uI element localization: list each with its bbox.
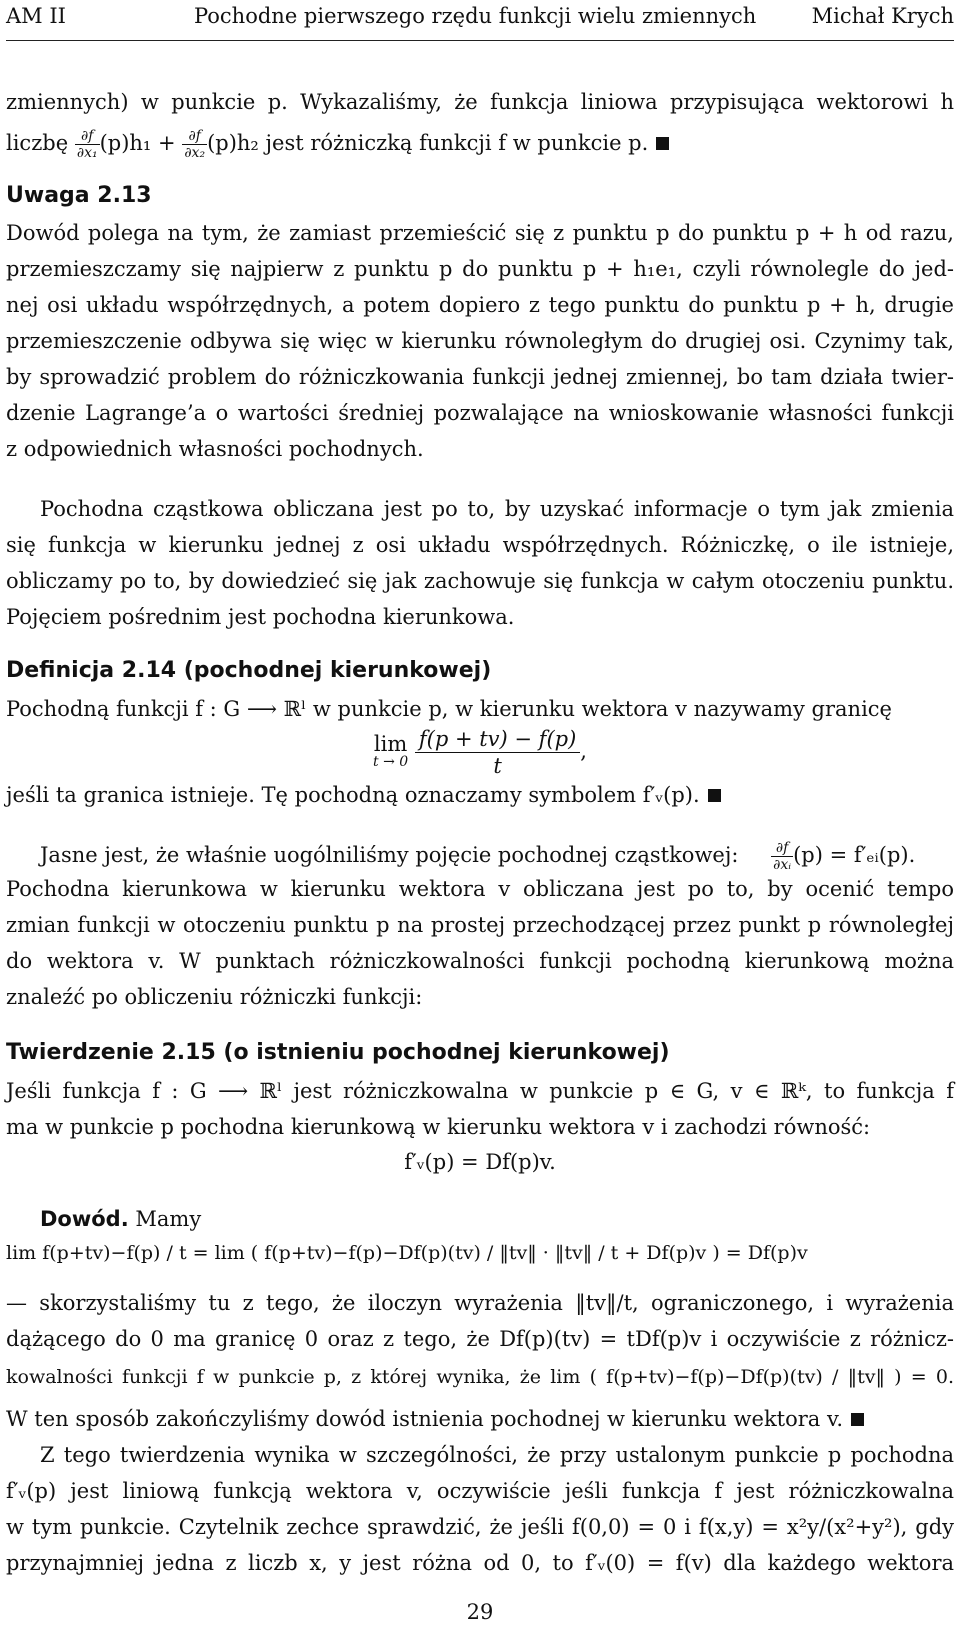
partial-fraction: $\frac{\partial f}{\text{∂xᵢ}}$ [773,840,792,873]
text-line: Jeśli funkcja f : G ⟶ ℝˡ jest różniczkowalna w punkcie p ∈ G, v ∈ ℝᵏ, to funkcja f [6,1079,954,1103]
text-line: dążącego do 0 ma granicę 0 oraz z tego, że Df(p)(tv) = tDf(p)v i oczywiście z różnicz- [6,1327,954,1351]
text-line: Z tego twierdzenia wynika w szczególności, że przy ustalonym punkcie p pochodna [40,1443,954,1467]
definition-heading: Definicja 2.14 (pochodnej kierunkowej) [6,658,492,683]
text-line: Pochodną funkcji f : G ⟶ ℝˡ w punkcie p, w kierunku wektora v nazywamy granicę [6,697,892,721]
text-line: znaleźć po obliczeniu różniczki funkcji: [6,985,423,1009]
text-line: z odpowiednich własności pochodnych. [6,437,424,461]
text-line: Jasne jest, że właśnie uogólniliśmy pojęcie pochodnej cząstkowej: $\frac{\partial f}{\text{∂xᵢ}}$ (p) = f′ₑᵢ(p). [40,840,916,873]
proof-equation: lim f(p+tv)−f(p) / t = lim ( f(p+tv)−f(p)−Df(p)(tv) / ‖tv‖ · ‖tv‖ / t + Df(p)v ) = Df(p)v [6,1242,808,1264]
theorem-heading: Twierdzenie 2.15 (o istnieniu pochodnej kierunkowej) [6,1040,670,1065]
qed-square-icon [708,789,721,802]
text-line: Dowód polega na tym, że zamiast przemieścić się z punktu p do punktu p + h od razu, [6,221,954,245]
text-line: Dowód. Mamy [40,1207,202,1231]
text-line: ma w punkcie p pochodna kierunkową w kierunku wektora v i zachodzi równość: [6,1115,871,1139]
header-title: Pochodne pierwszego rzędu funkcji wielu zmiennych [194,4,757,28]
text-line: nej osi układu współrzędnych, a potem dopiero z tego punktu do punktu p + h, drugie [6,293,954,317]
text-line: jeśli ta granica istnieje. Tę pochodną oznaczamy symbolem f′ᵥ(p). [6,782,954,808]
text-line: przemieszczamy się najpierw z punktu p do punktu p + h₁e₁, czyli równolegle do jed- [6,257,954,281]
text-line: do wektora v. W punktach różniczkowalności funkcji pochodną kierunkową można [6,949,954,973]
limit-operator: lim t → 0 [373,731,409,770]
limit-formula: lim t → 0 $\frac{f(p + tv) - f(p)}{t}$, [373,727,587,778]
header-author: Michał Krych [811,4,954,28]
text-fragment: (p)h₂ jest różniczką funkcji f w punkcie p. [207,131,649,155]
text-line: zmian funkcji w otoczeniu punktu p na prostej przechodzącej przez punkt p równoległej [6,913,954,937]
header-rule [6,40,954,41]
qed-square-icon [851,1413,864,1426]
text-line: się funkcja w kierunku jednej z osi układu współrzędnych. Różniczkę, o ile istnieje, [6,533,954,557]
remark-heading: Uwaga 2.13 [6,183,152,208]
running-header [6,4,954,34]
text-line: Pochodna kierunkowa w kierunku wektora v obliczana jest po to, by ocenić tempo [6,877,954,901]
proof-label: Dowód. [40,1207,129,1231]
text-line: kowalności funkcji f w punkcie p, z której wynika, że lim ( f(p+tv)−f(p)−Df(p)(tv) / ‖tv‖ ) = 0. [6,1366,954,1388]
text-line: w tym punkcie. Czytelnik zechce sprawdzić, że jeśli f(0,0) = 0 i f(x,y) = x²y/(x²+y²), gdy [6,1515,954,1539]
partial-fraction: $\frac{\partial f}{\text{∂x₂}}$ [184,128,206,161]
text-line: dzenie Lagrange’a o wartości średniej pozwalające na wnioskowanie własności funkcji [6,401,954,425]
text-line: Pochodna cząstkowa obliczana jest po to, by uzyskać informacje o tym jak zmienia [40,497,954,521]
partial-fraction: $\frac{\partial f}{\text{∂x₁}}$ [76,128,98,161]
text-line: przynajmniej jedna z liczb x, y jest różna od 0, to f′ᵥ(0) = f(v) dla każdego wektora [6,1551,954,1575]
header-left: AM II [6,4,66,28]
text-line: W ten sposób zakończyliśmy dowód istnienia pochodnej w kierunku wektora v. [6,1406,954,1432]
text-line: by sprowadzić problem do różniczkowania funkcji jednej zmiennej, bo tam działa twier- [6,365,954,389]
page-number: 29 [466,1600,494,1624]
text-line: obliczamy po to, by dowiedzieć się jak zachowuje się funkcja w całym otoczeniu punktu. [6,569,954,593]
difference-quotient: $\frac{f(p + tv) - f(p)}{t}$ [415,726,580,779]
text-fragment: (p)h₁ + [99,131,176,155]
text-line: zmiennych) w punkcie p. Wykazaliśmy, że funkcja liniowa przypisująca wektorowi h [6,90,954,114]
text-line: Pojęciem pośrednim jest pochodna kierunkowa. [6,605,515,629]
text-line: — skorzystaliśmy tu z tego, że iloczyn wyrażenia ‖tv‖/t, ograniczonego, i wyrażenia [6,1291,954,1315]
theorem-equation: f′ᵥ(p) = Df(p)v. [404,1150,556,1174]
text-line: f′ᵥ(p) jest liniową funkcją wektora v, oczywiście jeśli funkcja f jest różniczkowalna [6,1479,954,1503]
text-fragment: liczbę [6,131,69,155]
text-line [6,128,954,161]
qed-square-icon [656,137,669,150]
text-line: przemieszczenie odbywa się więc w kierunku równoległym do drugiej osi. Czynimy tak, [6,329,954,353]
